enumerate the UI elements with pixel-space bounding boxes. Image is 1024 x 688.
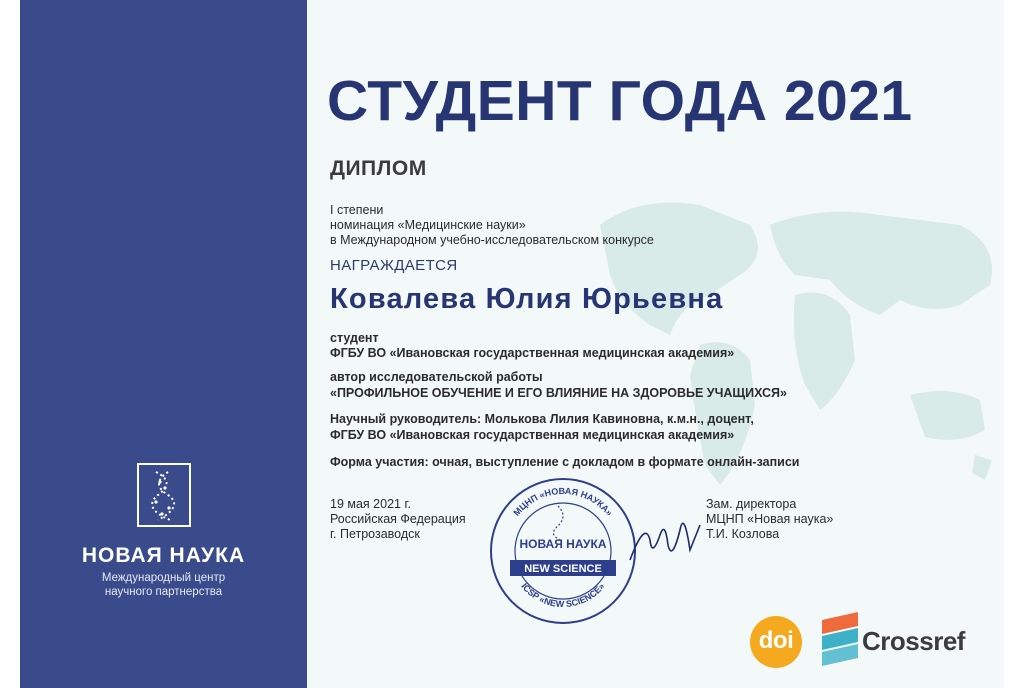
supervisor-text: Научный руководитель: Молькова Лилия Кавиновна, к.м.н., доцент, — [330, 412, 754, 426]
crossref-logo-icon — [820, 610, 862, 668]
diploma-title: СТУДЕНТ ГОДА 2021 — [327, 69, 913, 133]
brand-subtitle-line2: научного партнерства — [104, 586, 223, 598]
doi-logo: doi — [750, 616, 802, 668]
recipient-name: Ковалева Юлия Юрьевна — [330, 283, 724, 315]
institution-text: ФГБУ ВО «Ивановская государственная медицинская академия» — [330, 346, 735, 360]
brand-subtitle-line1: Международный центр — [101, 572, 226, 584]
supervisor-institution: ФГБУ ВО «Ивановская государственная медицинская академия» — [330, 428, 735, 442]
svg-text:ICSP «NEW SCIENCE»: ICSP «NEW SCIENCE» — [519, 581, 607, 610]
issue-country: Российская Федерация — [330, 512, 466, 526]
issue-city: г. Петрозаводск — [330, 527, 420, 541]
participation-form: Форма участия: очная, выступление с докладом в формате онлайн-записи — [330, 455, 800, 469]
brand-name: НОВАЯ НАУКА — [81, 544, 246, 567]
diploma-certificate — [20, 0, 1004, 688]
work-title: «ПРОФИЛЬНОЕ ОБУЧЕНИЕ И ЕГО ВЛИЯНИЕ НА ЗДОРОВЬЕ УЧАЩИХСЯ» — [330, 386, 787, 400]
role-text: студент — [330, 331, 379, 345]
svg-text:МЦНП «НОВАЯ НАУКА»: МЦНП «НОВАЯ НАУКА» — [511, 485, 615, 518]
diploma-subtitle: ДИПЛОМ — [330, 157, 427, 180]
issue-date: 19 мая 2021 г. — [330, 497, 411, 511]
nomination-text: номинация «Медицинские науки» — [330, 218, 526, 232]
dna-logo-icon — [136, 462, 192, 528]
degree-text: I степени — [330, 203, 384, 217]
signatory-name: Т.И. Козлова — [706, 527, 780, 541]
author-label: автор исследовательской работы — [330, 370, 543, 384]
crossref-logo-text: Crossref — [862, 626, 965, 656]
official-stamp — [488, 476, 638, 626]
brand-sidebar — [20, 0, 307, 688]
signature — [620, 500, 710, 575]
signatory-org: МЦНП «Новая наука» — [706, 512, 834, 526]
svg-text:NEW SCIENCE: NEW SCIENCE — [524, 563, 602, 575]
signatory-position: Зам. директора — [706, 497, 797, 511]
svg-text:НОВАЯ НАУКА: НОВАЯ НАУКА — [519, 537, 607, 551]
awarded-label: НАГРАЖДАЕТСЯ — [330, 257, 458, 274]
contest-text: в Международном учебно-исследовательском конкурсе — [330, 233, 654, 247]
